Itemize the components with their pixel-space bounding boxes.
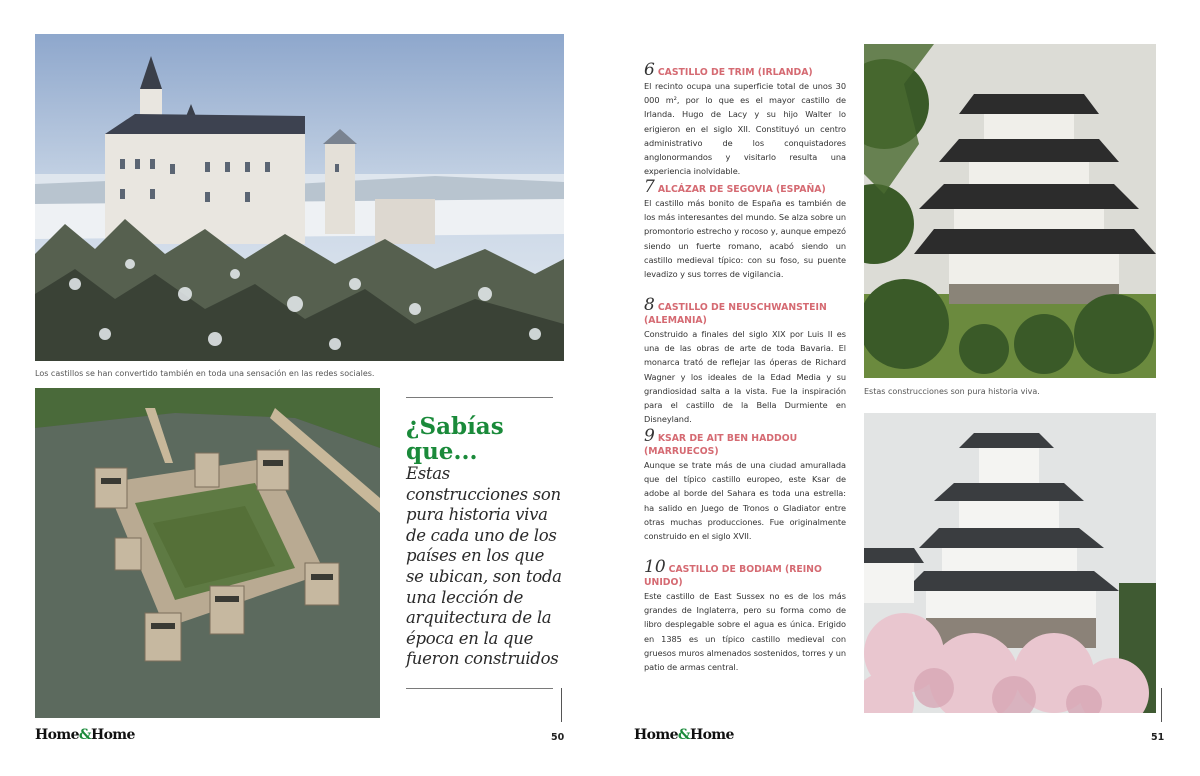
- brand-logo-left: Home&Home: [35, 727, 135, 743]
- photo-caption: Los castillos se han convertido también en toda una sensación en las redes sociales.: [35, 369, 375, 378]
- brand-logo-right: Home&Home: [634, 727, 734, 743]
- entry-body: Construido a finales del siglo XIX por Luis II es una de las obras de arte de toda Bavaria. El monarca trató de reflejar las óperas de Richard Wagner y los ideales de la Edad Media y su grandiosidad salta a la vista. Fue la inspiración para el castillo de la Bella Durmiente en Disneyland.: [644, 329, 846, 425]
- entry-8: 8 CASTILLO DE NEUSCHWANSTEIN (ALEMANIA) Construido a finales del siglo XIX por Luis II es una de las obras de arte de toda Bavaria. El monarca trató de reflejar las óperas de Richard Wagner y los ideales de la Edad Media y su grandiosidad salta a la vista. Fue la inspiración para el castillo de la Bella Durmiente en Disneyland.: [644, 299, 846, 426]
- did-you-know-box: [406, 414, 562, 670]
- entry-title: CASTILLO DE TRIM (IRLANDA): [657, 67, 813, 78]
- photo-caption-right: Estas construcciones son pura historia viva.: [864, 387, 1040, 396]
- sidebar-bottom-rule: [406, 688, 553, 689]
- entry-body: El castillo más bonito de España es también de los más interesantes del mundo. Se alza sobre un promontorio estrecho y rocoso y, aunque empezó siendo un fuerte romano, acabó siendo un castillo medieval típico: con su foso, su puente levadizo y sus torres de vigilancia.: [644, 198, 846, 280]
- photo-bodiam-castle: [35, 388, 380, 718]
- entry-title: KSAR DE AIT BEN HADDOU (MARRUECOS): [644, 433, 798, 457]
- entry-10: 10 CASTILLO DE BODIAM (REINO UNIDO) Este castillo de East Sussex no es de los más grandes de Inglaterra, pero su forma como de libro desplegable sobre el agua es única. Erigido en 1385 es un típico castillo medieval con gruesos muros almenados sostenidos, torres y un patio de armas central.: [644, 561, 846, 674]
- entry-body: Aunque se trate más de una ciudad amurallada que del típico castillo europeo, este Ksar de adobe al borde del Sahara es toda una estrella: ha salido en Juego de Tronos o Gladiator entre otras muchas producciones. Fue originalmente construido en el siglo XVII.: [644, 460, 846, 542]
- entry-9: 9 KSAR DE AIT BEN HADDOU (MARRUECOS) Aunque se trate más de una ciudad amurallada que del típico castillo europeo, este Ksar de adobe al borde del Sahara es toda una estrella: ha salido en Juego de Tronos o Gladiator entre otras muchas producciones. Fue originalmente construido en el siglo XVII.: [644, 430, 846, 543]
- entry-7: 7 ALCÁZAR DE SEGOVIA (ESPAÑA) El castillo más bonito de España es también de los más interesantes del mundo. Se alza sobre un promontorio estrecho y rocoso y, aunque empezó siendo un fuerte romano, acabó siendo un castillo medieval típico: con su foso, su puente levadizo y sus torres de vigilancia.: [644, 181, 846, 281]
- did-you-know-title: ¿Sabías que...: [406, 413, 504, 465]
- sidebar-top-rule: [406, 397, 553, 398]
- did-you-know-text: Estas construcciones son pura historia viva de cada uno de los países en los que se ubican, son toda una lección de arquitectura de la época en la que fueron construidos: [406, 464, 562, 669]
- photo-himeji-castle: [864, 413, 1156, 713]
- entry-title: ALCÁZAR DE SEGOVIA (ESPAÑA): [657, 184, 826, 195]
- entry-body: Este castillo de East Sussex no es de los más grandes de Inglaterra, pero su forma como de libro desplegable sobre el agua es única. Erigido en 1385 es un típico castillo medieval con gruesos muros almenados sostenidos, torres y un patio de armas central.: [644, 591, 846, 673]
- entry-body: El recinto ocupa una superficie total de unos 30 000 m², por lo que es el mayor castillo de Irlanda. Hugo de Lacy y su hijo Walter lo erigieron en el siglo XII. Constituyó un centro administrativo de los conquistadores anglonormandos y visitarlo resulta una experiencia inolvidable.: [644, 81, 846, 177]
- page-edge-rule-left: [561, 688, 562, 722]
- page-edge-rule-right: [1161, 688, 1162, 722]
- photo-neuschwanstein-winter: [35, 34, 564, 361]
- entry-title: CASTILLO DE NEUSCHWANSTEIN (ALEMANIA): [644, 302, 827, 326]
- entry-title: CASTILLO DE BODIAM (REINO UNIDO): [644, 564, 822, 588]
- page-number-right: 51: [1151, 732, 1165, 743]
- page-number-left: 50: [551, 732, 565, 743]
- photo-matsumoto-castle: [864, 44, 1156, 378]
- entry-6: 6 CASTILLO DE TRIM (IRLANDA) El recinto ocupa una superficie total de unos 30 000 m², por lo que es el mayor castillo de Irlanda. Hugo de Lacy y su hijo Walter lo erigieron en el siglo XII. Constituyó un centro administrativo de los conquistadores anglonormandos y visitarlo resulta una experiencia inolvidable.: [644, 64, 846, 178]
